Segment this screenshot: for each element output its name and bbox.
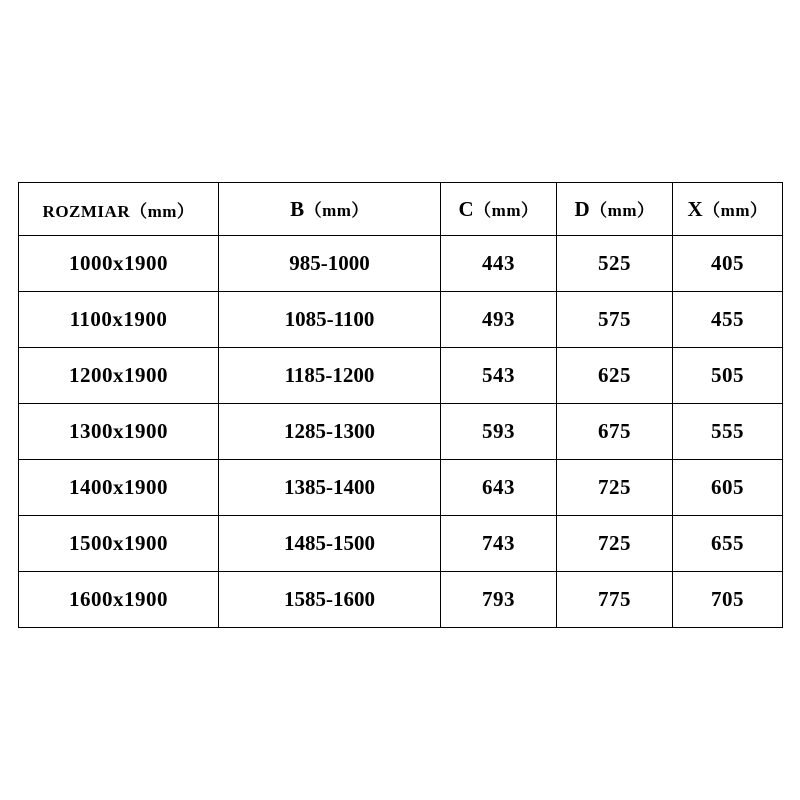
cell-x: 455 — [673, 292, 783, 348]
column-header-c — [441, 183, 557, 236]
column-header-rozmiar — [19, 183, 219, 236]
cell-x: 505 — [673, 348, 783, 404]
cell-b: 985-1000 — [219, 236, 441, 292]
cell-c: 493 — [441, 292, 557, 348]
cell-c: 593 — [441, 404, 557, 460]
column-header-x-label: X — [687, 197, 704, 221]
cell-b: 1385-1400 — [219, 460, 441, 516]
cell-d: 575 — [557, 292, 673, 348]
cell-rozmiar: 1000x1900 — [19, 236, 219, 292]
cell-rozmiar: 1100x1900 — [19, 292, 219, 348]
cell-x: 555 — [673, 404, 783, 460]
column-header-d-label: D — [574, 197, 591, 221]
column-header-rozmiar-label: ROZMIAR — [42, 201, 131, 221]
column-header-x — [673, 183, 783, 236]
cell-x: 655 — [673, 516, 783, 572]
cell-d: 625 — [557, 348, 673, 404]
cell-x: 405 — [673, 236, 783, 292]
dimensions-table — [18, 182, 783, 628]
cell-b: 1185-1200 — [219, 348, 441, 404]
cell-d: 775 — [557, 572, 673, 628]
column-header-b-unit: （mm） — [304, 201, 369, 220]
cell-d: 525 — [557, 236, 673, 292]
table-row — [19, 292, 783, 348]
table-row — [19, 516, 783, 572]
cell-rozmiar: 1500x1900 — [19, 516, 219, 572]
cell-d: 725 — [557, 516, 673, 572]
cell-b: 1485-1500 — [219, 516, 441, 572]
cell-b: 1085-1100 — [219, 292, 441, 348]
cell-c: 443 — [441, 236, 557, 292]
cell-d: 725 — [557, 460, 673, 516]
cell-x: 705 — [673, 572, 783, 628]
column-header-c-unit: （mm） — [474, 201, 539, 220]
cell-c: 543 — [441, 348, 557, 404]
table-row — [19, 572, 783, 628]
cell-rozmiar: 1400x1900 — [19, 460, 219, 516]
cell-c: 793 — [441, 572, 557, 628]
cell-c: 643 — [441, 460, 557, 516]
cell-x: 605 — [673, 460, 783, 516]
table-row — [19, 404, 783, 460]
cell-c: 743 — [441, 516, 557, 572]
table-row — [19, 348, 783, 404]
column-header-b-label: B — [290, 197, 305, 221]
table-row — [19, 236, 783, 292]
column-header-rozmiar-unit: （mm） — [130, 201, 195, 221]
cell-rozmiar: 1300x1900 — [19, 404, 219, 460]
column-header-d-unit: （mm） — [590, 201, 655, 220]
column-header-c-label: C — [458, 197, 475, 221]
spec-table-container — [18, 182, 782, 628]
table-row — [19, 460, 783, 516]
column-header-d — [557, 183, 673, 236]
cell-b: 1285-1300 — [219, 404, 441, 460]
cell-b: 1585-1600 — [219, 572, 441, 628]
cell-rozmiar: 1600x1900 — [19, 572, 219, 628]
table-header-row — [19, 183, 783, 236]
column-header-b — [219, 183, 441, 236]
column-header-x-unit: （mm） — [703, 201, 768, 220]
cell-d: 675 — [557, 404, 673, 460]
cell-rozmiar: 1200x1900 — [19, 348, 219, 404]
